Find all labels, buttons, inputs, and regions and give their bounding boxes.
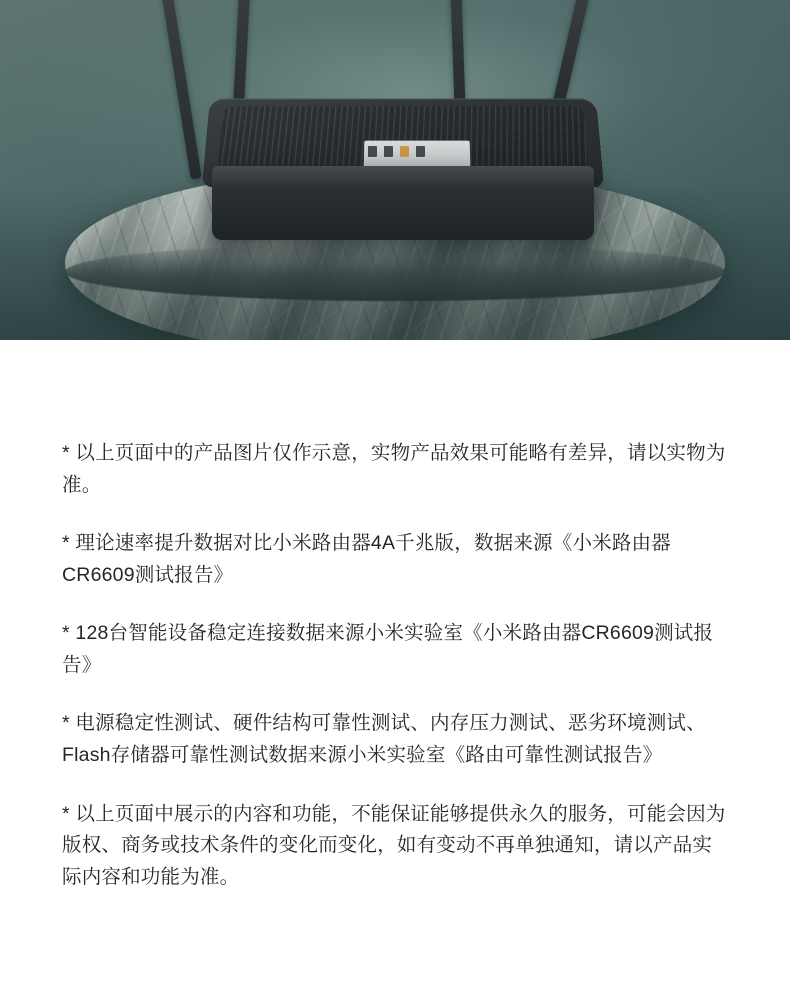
router-face-highlight: [212, 166, 594, 188]
disclaimer-note: * 以上页面中展示的内容和功能，不能保证能够提供永久的服务，可能会因为版权、商务或技术条件的变化而变化，如有变动不再单独通知，请以产品实际内容和功能为准。: [62, 802, 726, 888]
disclaimer-note: * 128台智能设备稳定连接数据来源小米实验室《小米路由器CR6609测试报告》: [62, 622, 714, 676]
disclaimer-note: * 电源稳定性测试、硬件结构可靠性测试、内存压力测试、恶劣环境测试、Flash存储器可靠性测试数据来源小米实验室《路由可靠性测试报告》: [62, 712, 706, 767]
router-led-indicators: [368, 146, 466, 157]
hero-bottom-shadow: [0, 187, 790, 340]
disclaimer-note: * 理论速率提升数据对比小米路由器4A千兆版，数据来源《小米路由器CR6609测试报告》: [62, 532, 671, 586]
product-hero-image: [0, 0, 790, 340]
status-dot-icon-2: [384, 146, 393, 157]
status-dot-icon-3: [400, 146, 409, 157]
status-dot-icon-1: [368, 146, 377, 157]
status-dot-icon-4: [416, 146, 425, 157]
disclaimer-notes: [0, 340, 790, 893]
disclaimer-note: * 以上页面中的产品图片仅作示意，实物产品效果可能略有差异，请以实物为准。: [62, 442, 726, 496]
